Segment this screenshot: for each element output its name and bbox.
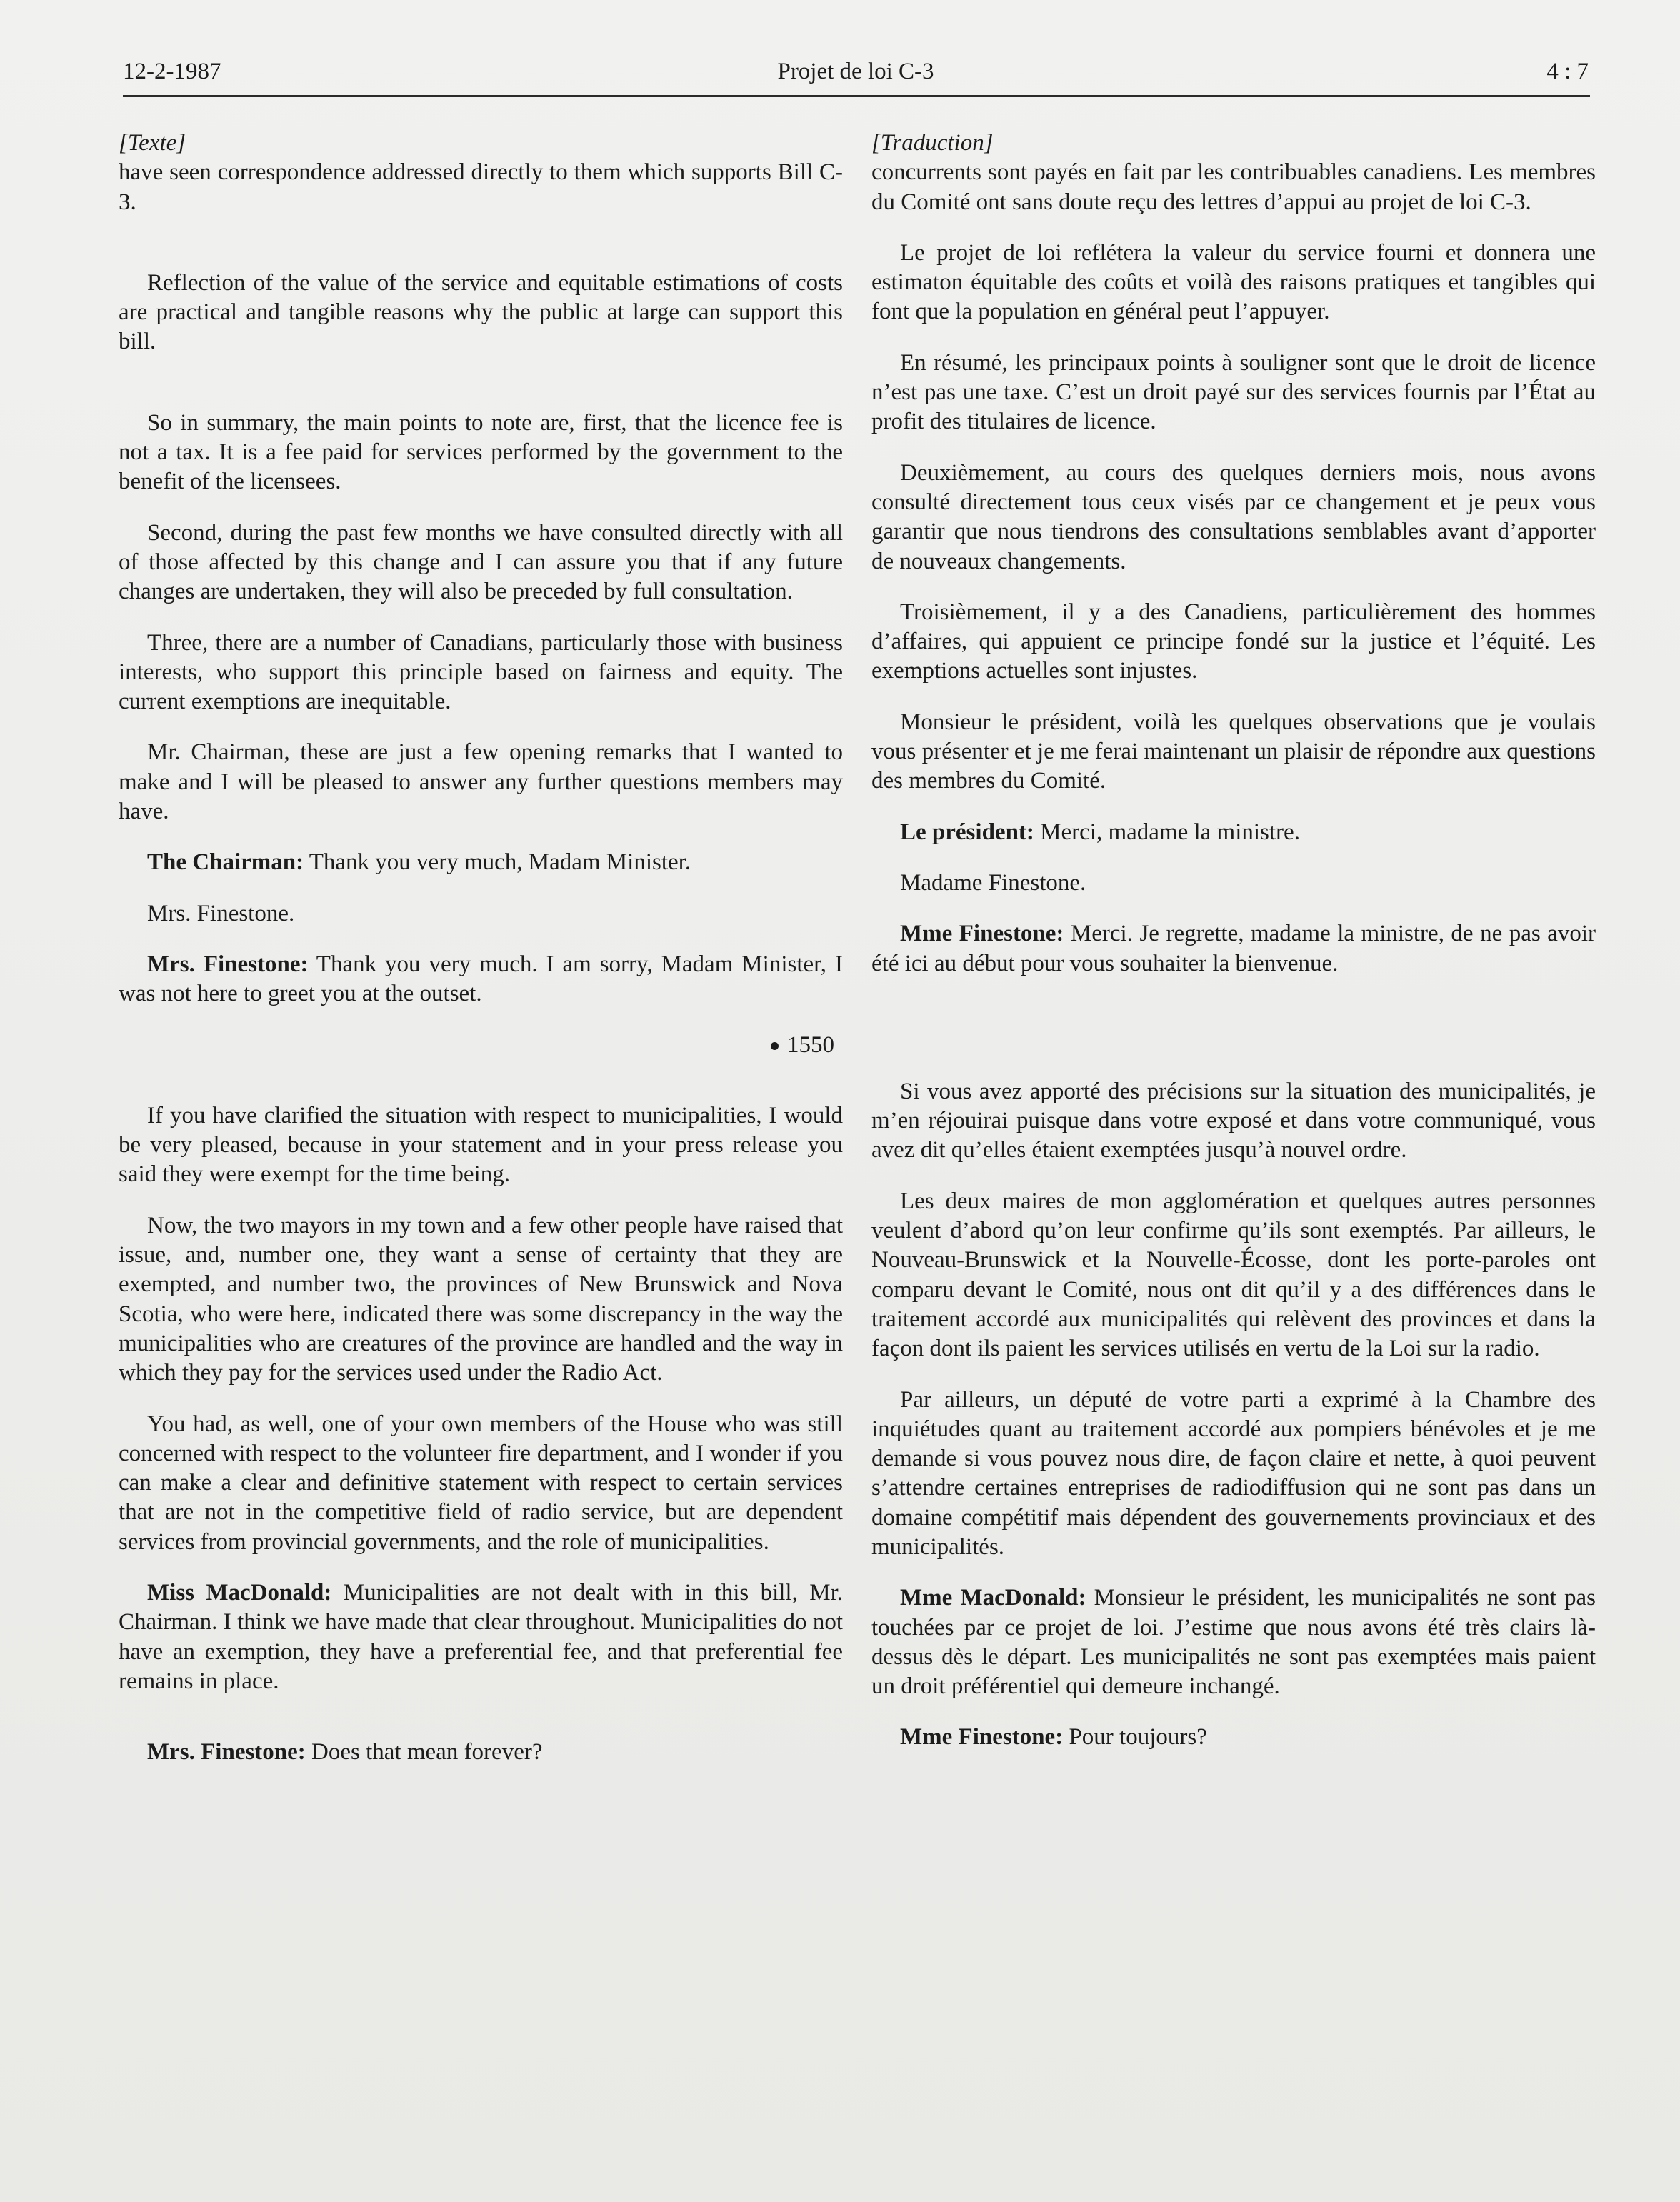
header-date: 12-2-1987 <box>123 59 221 84</box>
paragraph: If you have clarified the situation with respect to municipalities, I would be very pleased, because in your statement and in your press release you said they were exempt for the time being. <box>119 1102 843 1188</box>
header-title: Projet de loi C-3 <box>777 59 934 84</box>
paragraph: Madame Finestone. <box>900 869 1086 896</box>
speaker-name: Mme MacDonald: <box>900 1585 1086 1611</box>
speaker-name: Mrs. Finestone: <box>147 951 309 977</box>
speech-text: Thank you very much. I am sorry, Madam Minister, I was not here to greet you at the outset. <box>119 951 843 1007</box>
paragraph: Les deux maires de mon agglomération et quelques autres personnes veulent d’abord qu’on leur confirme qu’ils sont exemptés. Par ailleurs, le Nouveau-Brunswick et la Nouvelle-Écosse, dont les porte-paroles ont comparu devant le Comité, nous ont dit qu’il y a des différences dans le traitement accordé aux municipalités qui relèvent des provinces et dans la façon dont ils paient les services utilisés en vertu de la Loi sur la radio. <box>871 1188 1596 1362</box>
speech-text: Pour toujours? <box>1063 1724 1207 1751</box>
speaker-turn <box>871 919 1596 979</box>
speech-text: Municipalities are not dealt with in this bill, Mr. Chairman. I think we have made that clear throughout. Municipalities do not have an exemption, they have a preferential fee, and that preferential fee remains in place. <box>119 1579 843 1694</box>
bullet-icon <box>771 1042 779 1050</box>
page-header <box>123 59 1589 94</box>
speaker-turn <box>119 1738 843 1767</box>
paragraph: Troisièmement, il y a des Canadiens, particulièrement des hommes d’affaires, qui appuient ce principe fondé sur la justice et l’équité. Les exemptions actuelles sont injustes. <box>871 599 1596 684</box>
speaker-turn <box>119 848 843 877</box>
paragraph: Reflection of the value of the service and equitable estimations of costs are practical and tangible reasons why the public at large can support this bill. <box>119 269 843 355</box>
speaker-turn <box>871 1583 1596 1701</box>
paragraph: Monsieur le président, voilà les quelques observations que je voulais vous présenter et je me ferai maintenant un plaisir de répondre aux questions des membres du Comité. <box>871 709 1596 794</box>
column-tag: [Texte] <box>119 130 186 156</box>
speech-text: Monsieur le président, les municipalités ne sont pas touchées par ce projet de loi. J’estime que nous avons été très clairs là-dessus dès le départ. Les municipalités ne sont pas exemptées mais paient un droit préférentiel qui demeure inchangé. <box>871 1585 1596 1700</box>
speech-text: Thank you very much, Madam Minister. <box>304 849 691 876</box>
paragraph: Three, there are a number of Canadians, particularly those with business interests, who support this principle based on fairness and equity. The current exemptions are inequitable. <box>119 629 843 715</box>
speaker-name: Le président: <box>900 819 1034 845</box>
speech-text: Merci. Je regrette, madame la ministre, de ne pas avoir été ici au début pour vous souhaiter la bienvenue. <box>871 921 1596 976</box>
speaker-name: Mrs. Finestone: <box>147 1739 306 1766</box>
timestamp-value: 1550 <box>787 1031 834 1058</box>
column-tag: [Traduction] <box>871 130 994 156</box>
speaker-turn <box>119 950 843 1009</box>
english-column <box>119 129 843 1788</box>
speaker-name: Mme Finestone: <box>900 1724 1064 1751</box>
paragraph: Deuxièmement, au cours des quelques derniers mois, nous avons consulté directement tous ceux visés par ce changement et je peux vous garantir que nous tiendrons des consultations semblables avant d’apporter de nouveaux changements. <box>871 459 1596 574</box>
paragraph: Mrs. Finestone. <box>147 900 295 926</box>
paragraph: have seen correspondence addressed directly to them which supports Bill C-3. <box>119 159 843 215</box>
speaker-turn <box>871 818 1596 847</box>
paragraph: So in summary, the main points to note are, first, that the licence fee is not a tax. It is a fee paid for services performed by the government to the benefit of the licensees. <box>119 409 843 495</box>
speech-text: Merci, madame la ministre. <box>1034 819 1300 845</box>
header-page-number: 4 : 7 <box>1546 59 1589 84</box>
header-rule <box>123 95 1590 97</box>
paragraph: Par ailleurs, un député de votre parti a exprimé à la Chambre des inquiétudes quant au traitement accordé aux pompiers bénévoles et je me demande si vous pouvez nous dire, de façon claire et nette, à quoi peuvent s’attendre certaines entreprises de radiodiffusion qui ne sont pas dans un domaine compétitif mais dépendent des gouvernements provinciaux et des municipalités. <box>871 1386 1596 1560</box>
speaker-name: Miss MacDonald: <box>147 1579 332 1606</box>
paragraph: Mr. Chairman, these are just a few opening remarks that I wanted to make and I will be pleased to answer any further questions members may have. <box>119 739 843 825</box>
speaker-turn <box>119 1578 843 1696</box>
paragraph: Si vous avez apporté des précisions sur la situation des municipalités, je m’en réjouirai puisque dans votre exposé et dans votre communiqué, vous avez dit qu’elles étaient exemptées jusqu’à nouvel ordre. <box>871 1078 1596 1163</box>
timestamp <box>119 1031 834 1060</box>
paragraph: Le projet de loi reflétera la valeur du service fourni et donnera une estimaton équitable des coûts et voilà des raisons pratiques et tangibles qui font que la population en général peut l’appuyer. <box>871 239 1596 325</box>
paragraph: concurrents sont payés en fait par les contribuables canadiens. Les membres du Comité ont sans doute reçu des lettres d’appui au projet de loi C-3. <box>871 159 1596 215</box>
speaker-name: Mme Finestone: <box>900 921 1064 947</box>
speech-text: Does that mean forever? <box>305 1739 543 1766</box>
paragraph: Now, the two mayors in my town and a few other people have raised that issue, and, number one, they want a sense of certainty that they are exempted, and number two, the provinces of New Brunswick and Nova Scotia, who were here, indicated there was some discrepancy in the way the municipalities who are creatures of the province are handled and the way in which they pay for the services used under the Radio Act. <box>119 1212 843 1386</box>
paragraph: You had, as well, one of your own members of the House who was still concerned with respect to the volunteer fire department, and I wonder if you can make a clear and definitive statement with respect to certain services that are not in the competitive field of radio service, but are dependent services from provincial governments, and the role of municipalities. <box>119 1411 843 1555</box>
speaker-name: The Chairman: <box>147 849 304 876</box>
paragraph: Second, during the past few months we have consulted directly with all of those affected by this change and I can assure you that if any future changes are undertaken, they will also be preceded by full consultation. <box>119 519 843 605</box>
speaker-turn <box>871 1723 1596 1752</box>
paragraph: En résumé, les principaux points à souligner sont que le droit de licence n’est pas une taxe. C’est un droit payé sur des services fournis par l’État au profit des titulaires de licence. <box>871 349 1596 435</box>
french-column <box>871 129 1596 1774</box>
